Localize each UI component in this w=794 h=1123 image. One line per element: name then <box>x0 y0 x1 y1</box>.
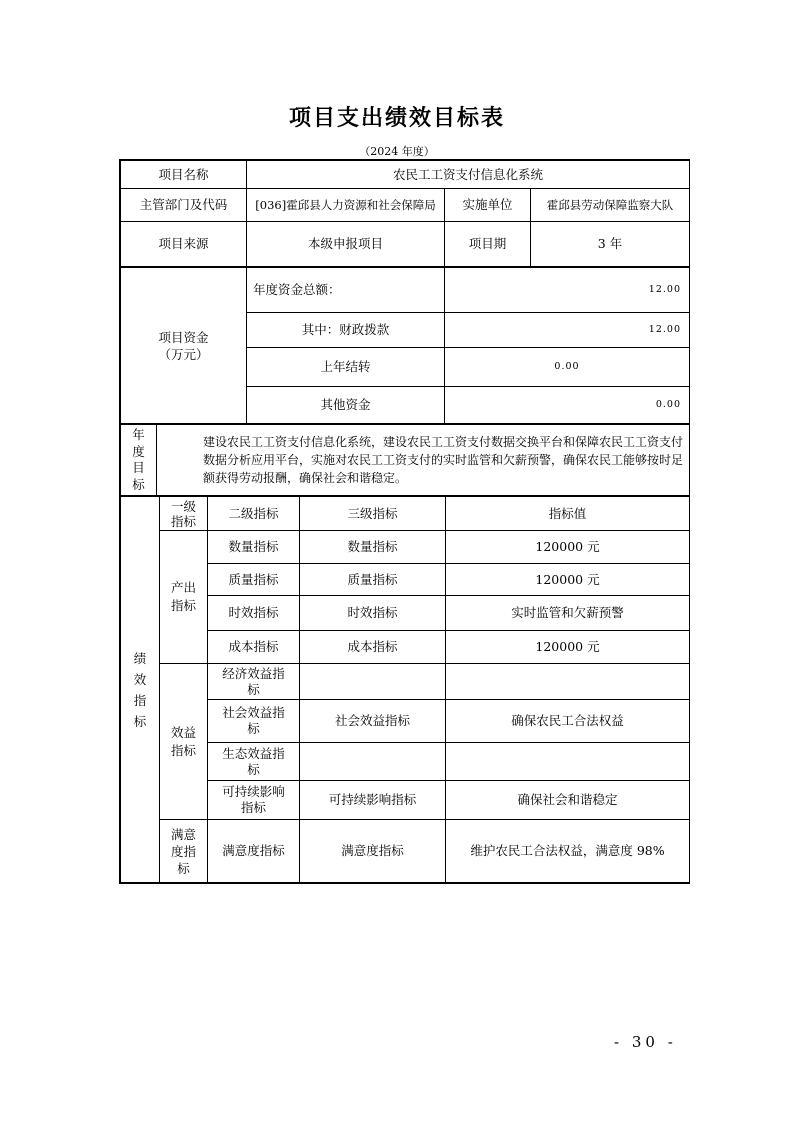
project-name-label: 项目名称 <box>121 161 247 189</box>
funds-total-value: 12.00 <box>445 268 690 313</box>
benefit-row-level3 <box>300 664 446 700</box>
header-level1: 一级 指标 <box>160 497 208 531</box>
output-row-value: 实时监管和欠薪预警 <box>446 596 690 631</box>
funds-fiscal-label: 其中：财政拨款 <box>247 313 445 348</box>
source-value: 本级申报项目 <box>247 222 445 267</box>
satisfaction-row-level3: 满意度指标 <box>300 820 446 883</box>
output-row-value: 120000 元 <box>446 531 690 564</box>
output-row-value: 120000 元 <box>446 564 690 596</box>
benefit-row-value <box>446 743 690 781</box>
header-level3: 三级指标 <box>300 497 446 531</box>
benefit-row-value <box>446 664 690 700</box>
performance-target-table <box>119 159 690 884</box>
satisfaction-indicators-label: 满意 度指 标 <box>160 820 208 883</box>
funds-carryover-label: 上年结转 <box>247 348 445 387</box>
header-value: 指标值 <box>446 497 690 531</box>
output-indicators-label: 产出 指标 <box>160 531 208 664</box>
funds-other-label: 其他资金 <box>247 387 445 424</box>
benefit-row-value: 确保农民工合法权益 <box>446 700 690 743</box>
funds-total-label: 年度资金总额： <box>247 268 445 313</box>
period-value: 3 年 <box>531 222 690 267</box>
output-row-level3: 质量指标 <box>300 564 446 596</box>
dept-value: [036]霍邱县人力资源和社会保障局 <box>247 189 445 222</box>
satisfaction-row-level2: 满意度指标 <box>208 820 300 883</box>
output-row-level3: 数量指标 <box>300 531 446 564</box>
year-subtitle: （2024 年度） <box>359 145 435 158</box>
output-row-level2: 成本指标 <box>208 631 300 664</box>
output-row-level3: 时效指标 <box>300 596 446 631</box>
benefit-row-level3: 可持续影响指标 <box>300 781 446 820</box>
annual-goal-text: 建设农民工工资支付信息化系统，建设农民工工资支付数据交换平台和保障农民工工资支付数据分析应用平台，实施对农民工工资支付的实时监管和欠薪预警，确保农民工能够按时足额获得劳动报酬，确保社会和谐稳定。 <box>157 425 690 496</box>
indicators-section-label: 绩 效 指 标 <box>121 497 160 883</box>
basic-info-table <box>120 160 690 267</box>
funds-carryover-value: 0.00 <box>445 348 690 387</box>
annual-goal-table <box>120 424 690 496</box>
indicators-table <box>120 496 690 883</box>
funds-other-value: 0.00 <box>445 387 690 424</box>
output-row-level2: 时效指标 <box>208 596 300 631</box>
benefit-row-level3: 社会效益指标 <box>300 700 446 743</box>
benefit-row-value: 确保社会和谐稳定 <box>446 781 690 820</box>
benefit-row-level2: 可持续影响 指标 <box>208 781 300 820</box>
output-row-level2: 质量指标 <box>208 564 300 596</box>
project-name-value: 农民工工资支付信息化系统 <box>247 161 690 189</box>
dept-label: 主管部门及代码 <box>121 189 247 222</box>
period-label: 项目期 <box>445 222 531 267</box>
annual-goal-label: 年 度 目 标 <box>121 425 157 496</box>
benefit-row-level2: 社会效益指 标 <box>208 700 300 743</box>
source-label: 项目来源 <box>121 222 247 267</box>
impl-unit-label: 实施单位 <box>445 189 531 222</box>
header-level2: 二级指标 <box>208 497 300 531</box>
benefit-row-level2: 生态效益指 标 <box>208 743 300 781</box>
funds-table <box>120 267 690 424</box>
output-row-value: 120000 元 <box>446 631 690 664</box>
funds-fiscal-value: 12.00 <box>445 313 690 348</box>
satisfaction-row-value: 维护农民工合法权益，满意度 98% <box>446 820 690 883</box>
benefit-indicators-label: 效益 指标 <box>160 664 208 820</box>
benefit-row-level2: 经济效益指 标 <box>208 664 300 700</box>
impl-unit-value: 霍邱县劳动保障监察大队 <box>531 189 690 222</box>
document-title: 项目支出绩效目标表 <box>288 106 505 131</box>
output-row-level3: 成本指标 <box>300 631 446 664</box>
page-number: - 30 - <box>614 1033 677 1051</box>
output-row-level2: 数量指标 <box>208 531 300 564</box>
funds-label: 项目资金 （万元） <box>121 268 247 424</box>
benefit-row-level3 <box>300 743 446 781</box>
